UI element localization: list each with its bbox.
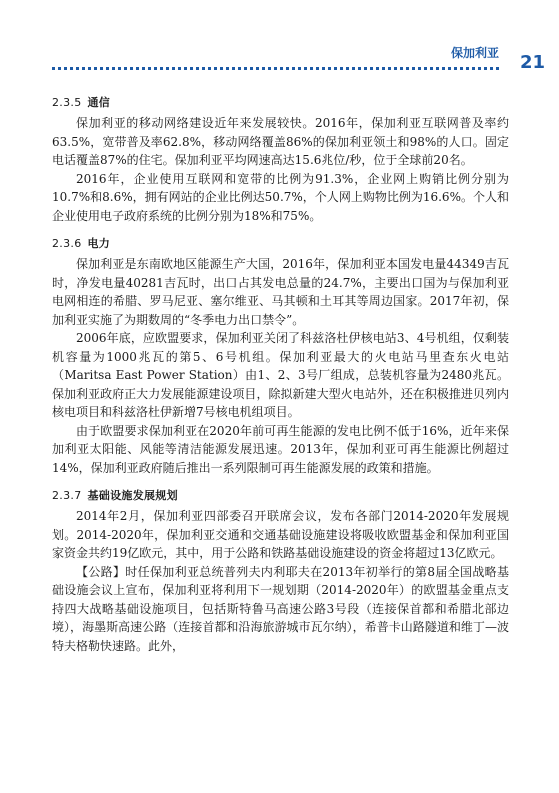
header-divider [52, 67, 499, 70]
section-heading [52, 487, 509, 503]
section-title: 电力 [87, 237, 111, 250]
section-number: 2.3.5 [52, 96, 82, 109]
section-number: 2.3.6 [52, 237, 82, 250]
paragraph: 由于欧盟要求保加利亚在2020年前可再生能源的发电比例不低于16%，近年来保加利亚太阳能、风能等清洁能源发展迅速。2013年，保加利亚可再生能源比例超过14%，保加利亚政府随后推出一系列限制可再生能源发展的政策和措施。 [52, 423, 509, 475]
page-header [0, 0, 559, 80]
paragraph: 保加利亚的移动网络建设近年来发展较快。2016年，保加利亚互联网普及率约63.5%，宽带普及率62.8%，移动网络覆盖86%的保加利亚领土和98%的人口。固定电话覆盖87%的住宅。保加利亚平均网速高达15.6兆位/秒，位于全球前20名。 [52, 116, 509, 167]
paragraph: 保加利亚是东南欧地区能源生产大国，2016年，保加利亚本国发电量44349吉瓦时，净发电量40281吉瓦时，出口占其发电总量的24.7%，主要出口国为与保加利亚电网相连的希腊、罗马尼亚、塞尔维亚、马其顿和土耳其等周边国家。2017年初，保加利亚实施了为期数周的“冬季电力出口禁令”。 [52, 257, 509, 327]
section-heading [52, 235, 509, 251]
paragraph: 2014年2月，保加利亚四部委召开联席会议，发布各部门2014-2020年发展规划。2014-2020年，保加利亚交通和交通基础设施建设将吸收欧盟基金和保加利亚国家资金共约19亿欧元，其中，用于公路和铁路基础设施建设的资金将超过13亿欧元。 [52, 509, 509, 560]
section-number: 2.3.7 [52, 489, 82, 502]
section-title: 基础设施发展规划 [87, 489, 178, 502]
section-heading [52, 94, 509, 110]
header-country-label: 保加利亚 [450, 46, 499, 60]
paragraph: 2016年，企业使用互联网和宽带的比例为91.3%，企业网上购销比例分别为10.7%和8.6%，拥有网站的企业比例达50.7%，个人网上购物比例为16.6%。个人和企业使用电子政府系统的比例分别为18%和75%。 [52, 171, 509, 223]
page-content [52, 86, 509, 655]
section-title: 通信 [87, 96, 111, 109]
page-number: 21 [519, 52, 545, 73]
paragraph: 2006年底，应欧盟要求，保加利亚关闭了科兹洛杜伊核电站3、4号机组，仅剩装机容量为1000兆瓦的第5、6号机组。保加利亚最大的火电站马里查东火电站（Maritsa East Power Station）由1、2、3号厂组成，总装机容量为2480兆瓦。保加利亚政府正大力发展能源建设项目，除拟新建大型火电站外，还在积极推进贝列内核电项目和科兹洛杜伊新增7号核电机组项目。 [52, 331, 509, 419]
paragraph: 【公路】时任保加利亚总统普列夫内利耶夫在2013年初举行的第8届全国战略基础设施会议上宣布，保加利亚将利用下一规划期（2014-2020年）的欧盟基金重点支持四大战略基础设施项目，包括斯特鲁马高速公路3号段（连接保首都和希腊北部边境），海墨斯高速公路（连接首都和沿海旅游城市瓦尔纳），希普卡山路隧道和维丁—波特夫格勒快速路。此外， [52, 564, 509, 653]
